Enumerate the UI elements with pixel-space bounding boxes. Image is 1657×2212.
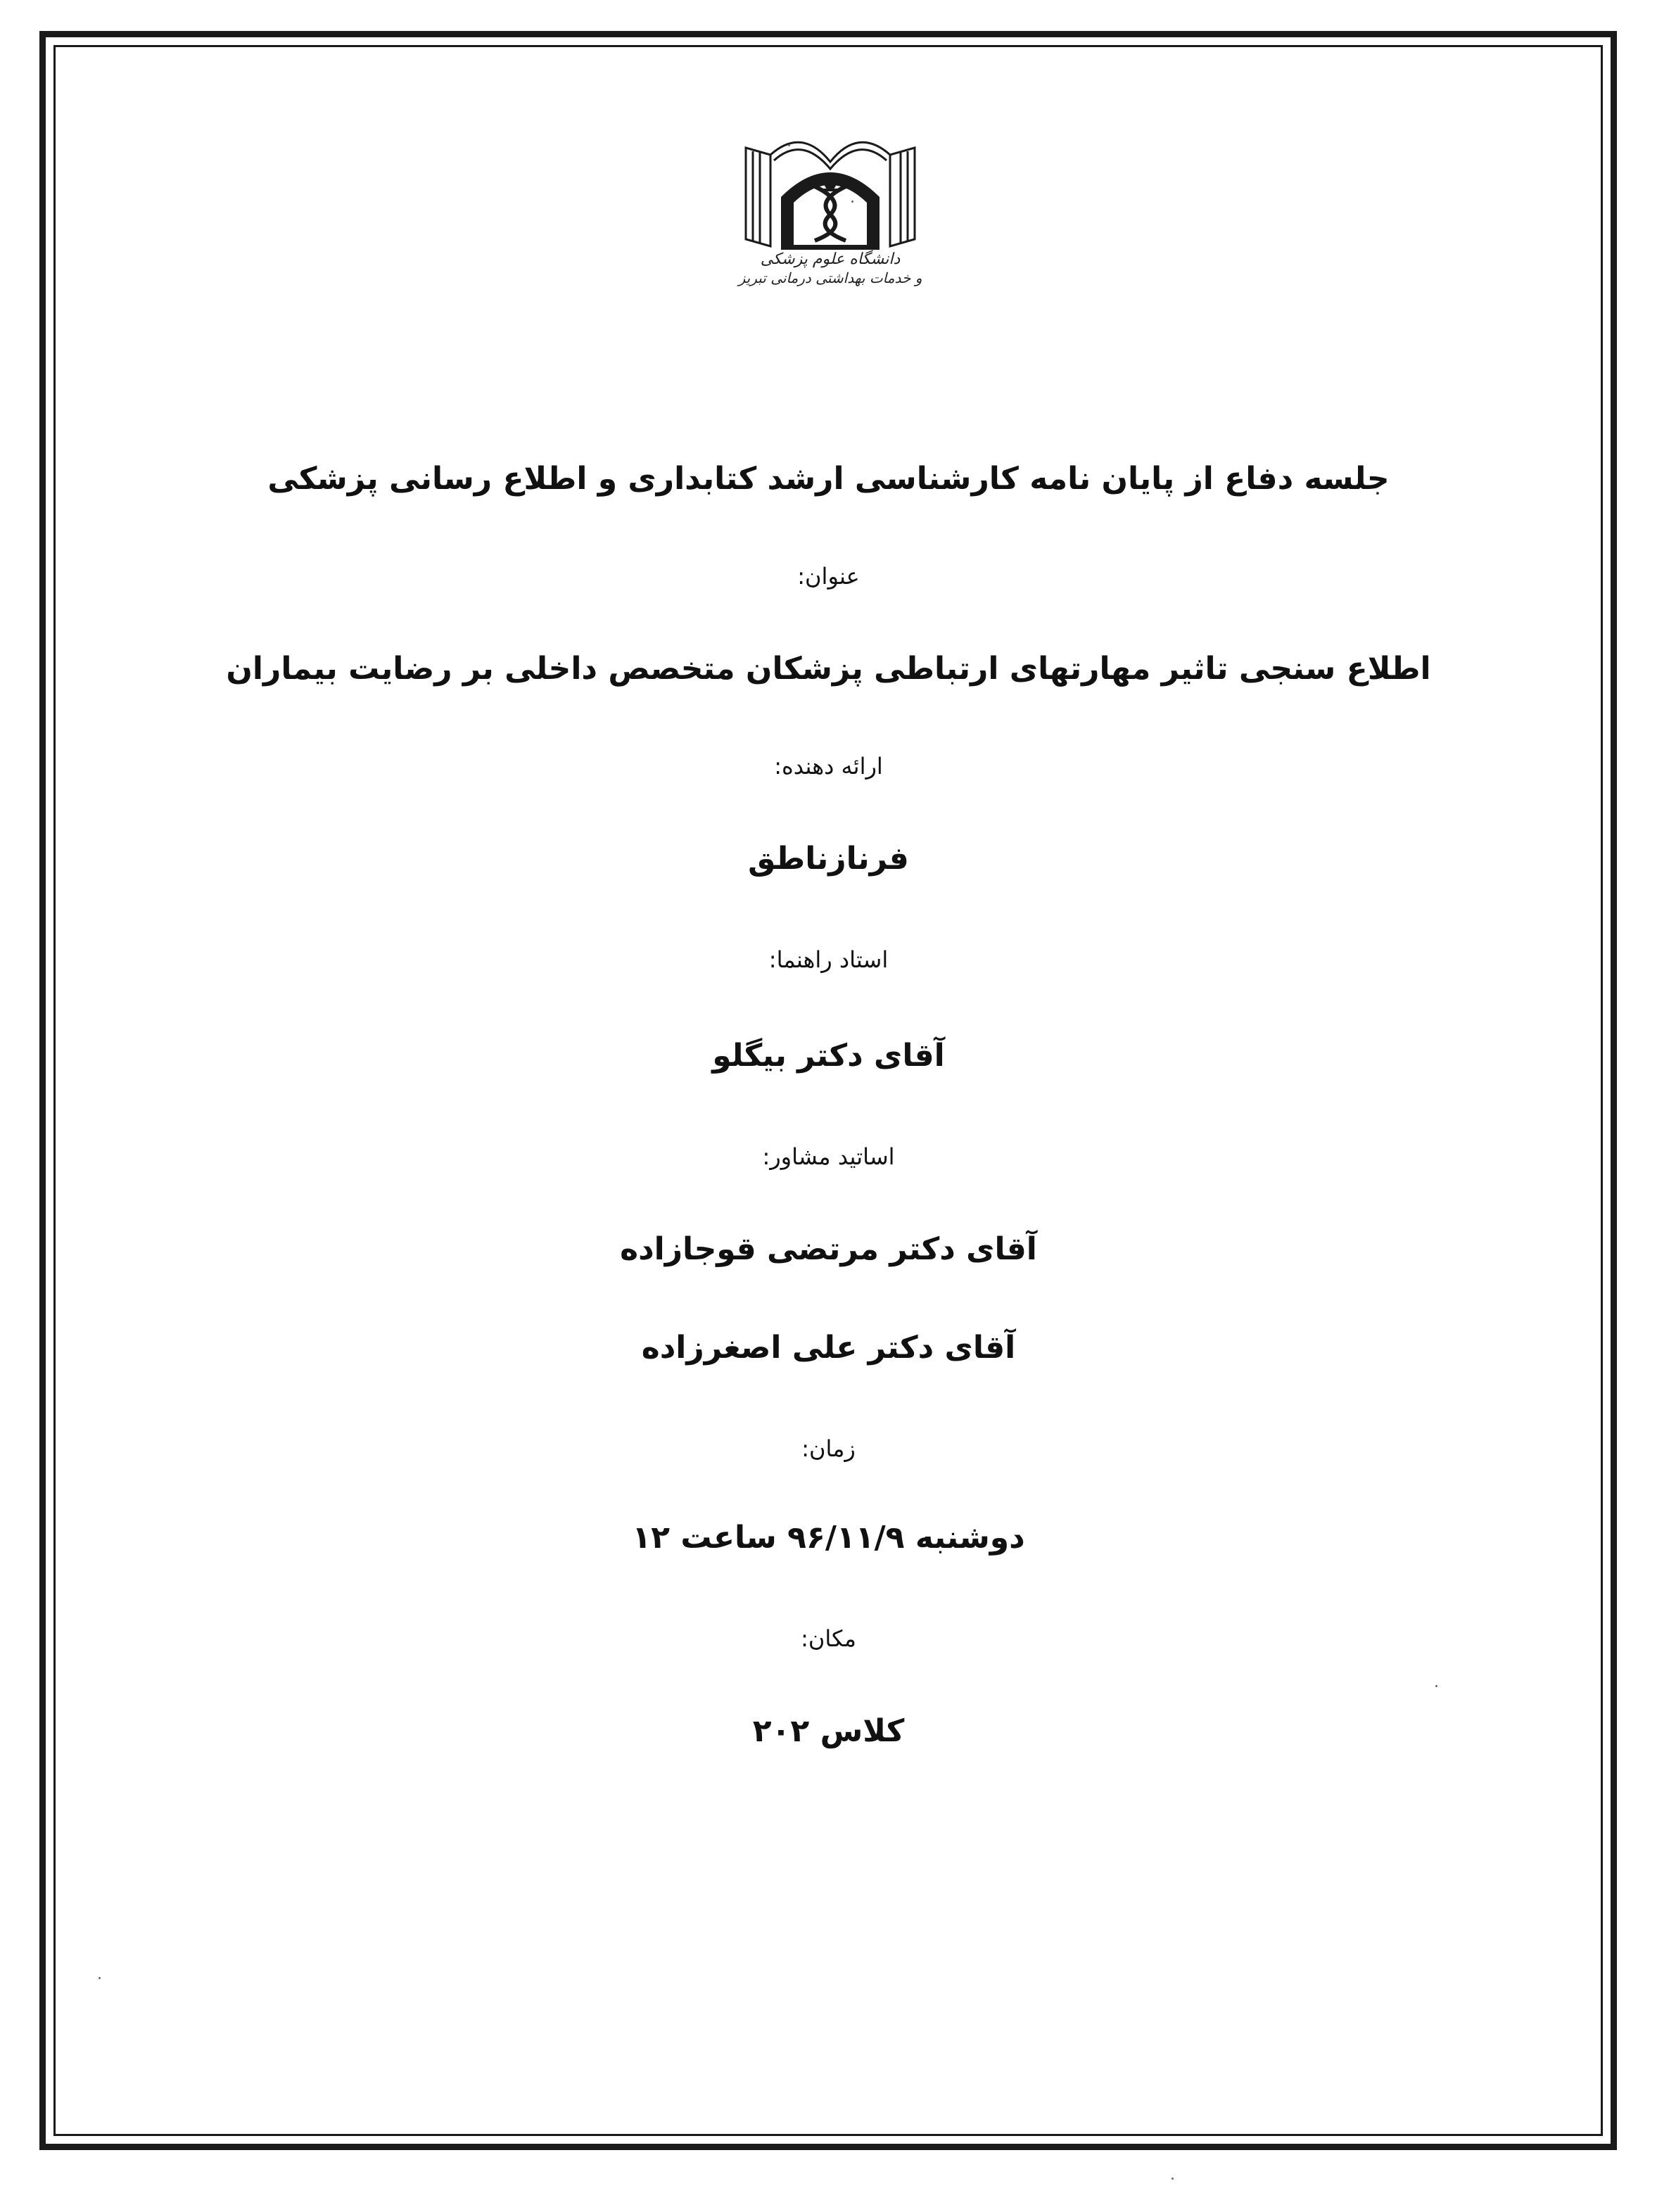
advisors-label: اساتید مشاور:	[762, 1143, 895, 1170]
presenter-name: فرنازناطق	[748, 841, 909, 877]
logo-caption-line1: دانشگاه علوم پزشکی	[760, 250, 901, 268]
time-label: زمان:	[801, 1435, 856, 1462]
page-border-inner	[53, 45, 1603, 2136]
university-emblem-icon	[732, 120, 929, 317]
defense-place: کلاس ۲۰۲	[752, 1713, 905, 1749]
scan-speck	[1172, 2178, 1174, 2180]
supervisor-name: آقای دکتر بیگلو	[712, 1038, 945, 1074]
presenter-label: ارائه دهنده:	[774, 753, 883, 780]
scan-speck	[851, 201, 853, 203]
supervisor-label: استاد راهنما:	[768, 946, 889, 973]
logo-caption	[732, 250, 929, 287]
advisor-name-2: آقای دکتر علی اصغرزاده	[641, 1330, 1016, 1366]
advisor-name-1: آقای دکتر مرتضی قوجازاده	[620, 1231, 1037, 1267]
scan-speck	[99, 1977, 101, 1979]
heading: جلسه دفاع از پایان نامه کارشناسی ارشد کتابداری و اطلاع رسانی پزشکی	[267, 461, 1390, 497]
scan-speck	[788, 144, 790, 146]
title-label: عنوان:	[797, 563, 860, 590]
thesis-title: اطلاع سنجی تاثیر مهارتهای ارتباطی پزشکان متخصص داخلی بر رضایت بیماران	[226, 651, 1431, 687]
place-label: مکان:	[801, 1625, 856, 1652]
logo-caption-line2: و خدمات بهداشتی درمانی تبریز	[738, 269, 922, 286]
scan-speck	[1435, 1685, 1437, 1687]
defense-time: دوشنبه ۹۶/۱۱/۹ ساعت ۱۲	[632, 1520, 1025, 1556]
